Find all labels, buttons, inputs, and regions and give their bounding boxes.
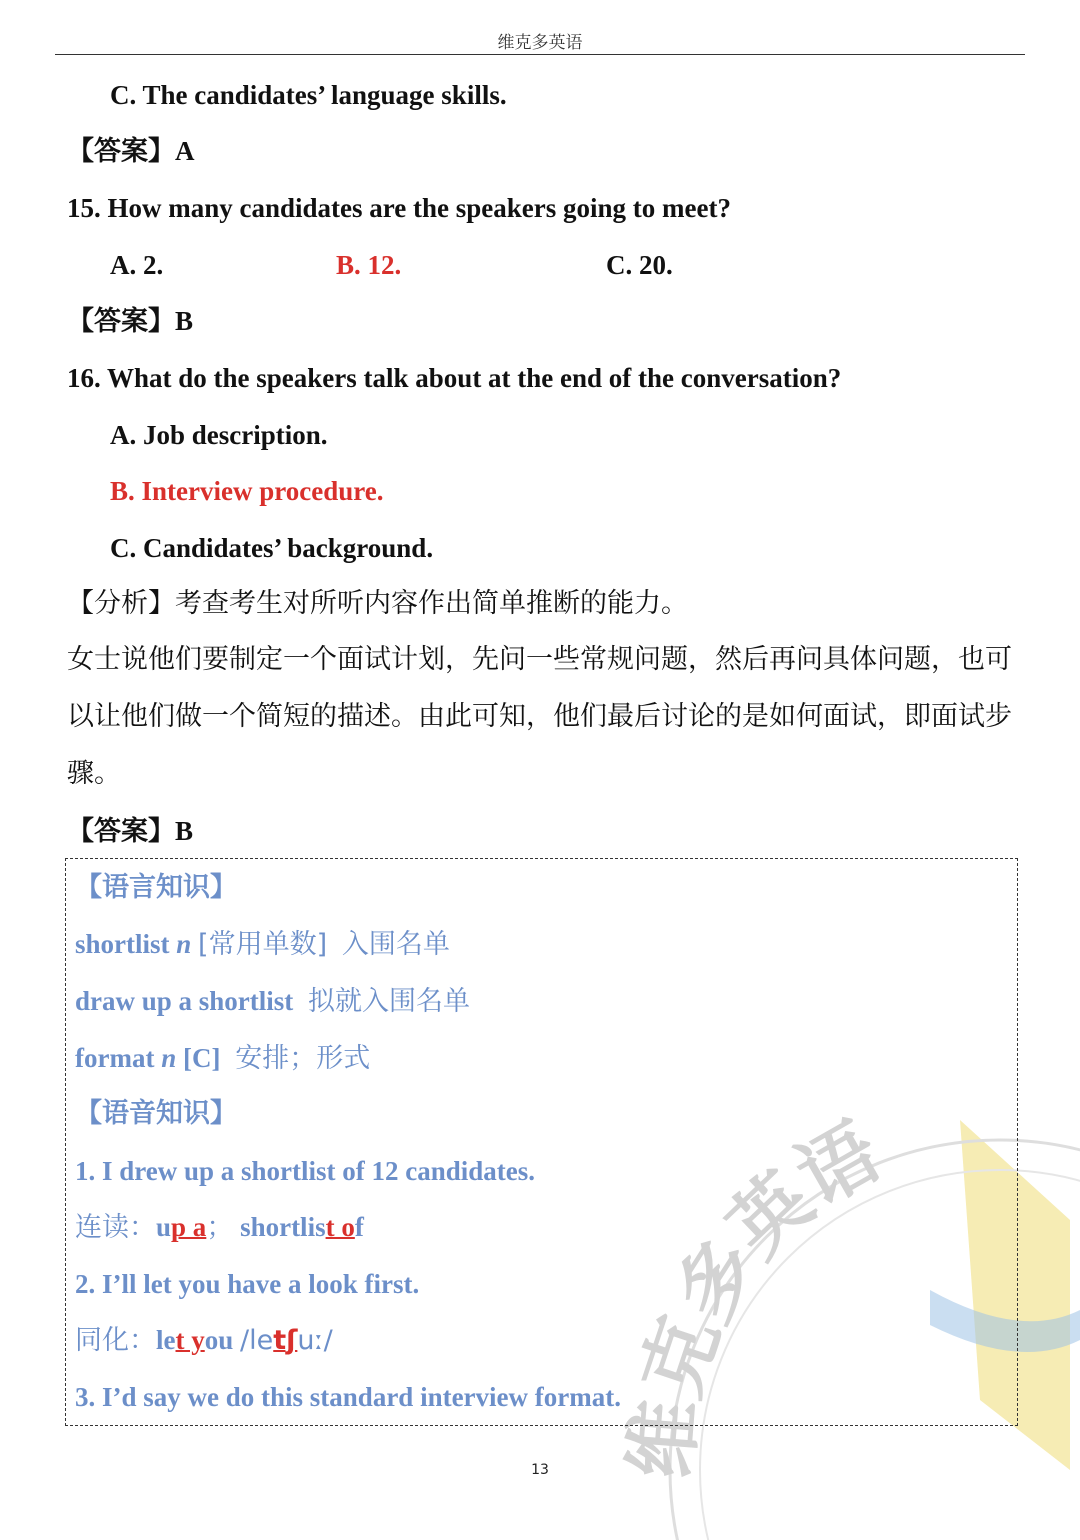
vocab-term: format [75,1043,155,1073]
analysis-text: 考查考生对所听内容作出简单推断的能力。 [175,588,688,619]
link2-post: f [354,1212,364,1242]
assim-pre: le [156,1325,176,1355]
vocab-entry-format [75,1041,370,1076]
q16-option-a: A. Job description. [110,420,328,450]
q15-answer [67,304,193,339]
assim-post: ou [204,1325,234,1355]
q16-question: 16. What do the speakers talk about at the end of the conversation? [67,363,842,393]
vocab-note: [C] [183,1043,221,1073]
answer-value: B [175,306,194,336]
linking-line [75,1210,364,1245]
vocab-meaning: 安排；形式 [235,1043,371,1074]
link2-pre: shortlis [240,1212,326,1242]
page-number: 13 [531,1462,549,1478]
ipa-pre: /le [240,1325,274,1356]
vocab-pos: n [161,1043,177,1073]
vocab-pos: n [176,929,192,959]
answer-label: 【答案】 [67,816,175,847]
vocab-entry-shortlist [75,927,450,962]
vocab-note: [常用单数] [198,929,328,960]
q16-answer [67,814,193,849]
assim-mark: t y [175,1325,205,1355]
link1-pre: u [156,1212,172,1242]
q15-question: 15. How many candidates are the speakers going to meet? [67,193,731,223]
link2-mark: t o [325,1212,355,1242]
answer-label: 【答案】 [67,136,175,167]
link1-mark: p a [171,1212,207,1242]
q16-option-c: C. Candidates’ background. [110,533,434,563]
answer-value: B [175,816,194,846]
header-title: 维克多英语 [497,33,583,53]
ipa-transcription [240,1325,333,1356]
vocab-meaning: 入围名单 [341,929,450,960]
phonetic-sentence-3: 3. I’d say we do this standard interview format. [75,1382,621,1412]
vocab-meaning: 拟就入围名单 [308,986,471,1017]
linking-separator: ； [206,1212,234,1243]
linking-label: 连读： [75,1212,156,1243]
vocab-term: draw up a shortlist [75,986,294,1016]
answer-label: 【答案】 [67,306,175,337]
analysis-label: 【分析】 [67,588,175,619]
language-knowledge-label: 【语言知识】 [75,872,237,903]
phonetic-knowledge-label: 【语音知识】 [75,1098,237,1129]
watermark-text: 维克多英语 [616,1106,895,1482]
q16-explanation: 女士说他们要制定一个面试计划，先问一些常规问题，然后再问具体问题，也可以让他们做一个简短的描述。由此可知，他们最后讨论的是如何面试，即面试步骤。 [67,644,1012,789]
phonetic-sentence-2: 2. I’ll let you have a look first. [75,1269,420,1299]
vocab-term: shortlist [75,929,170,959]
assimilation-line [75,1323,333,1358]
q14-answer [67,134,195,169]
assimilation-label: 同化： [75,1325,156,1356]
ipa-post: uː/ [297,1325,333,1356]
q15-option-a: A. 2. [110,250,164,280]
answer-value: A [175,136,195,166]
q14-option-c: C. The candidates’ language skills. [110,80,507,110]
phonetic-sentence-1: 1. I drew up a shortlist of 12 candidates. [75,1156,536,1186]
q16-analysis [67,587,688,621]
header-rule [55,54,1025,55]
q15-option-c: C. 20. [606,250,673,280]
q15-option-b: B. 12. [336,250,402,280]
ipa-mark: tʃ [273,1325,298,1356]
q16-option-b: B. Interview procedure. [110,476,384,506]
vocab-entry-draw-up [75,984,470,1019]
